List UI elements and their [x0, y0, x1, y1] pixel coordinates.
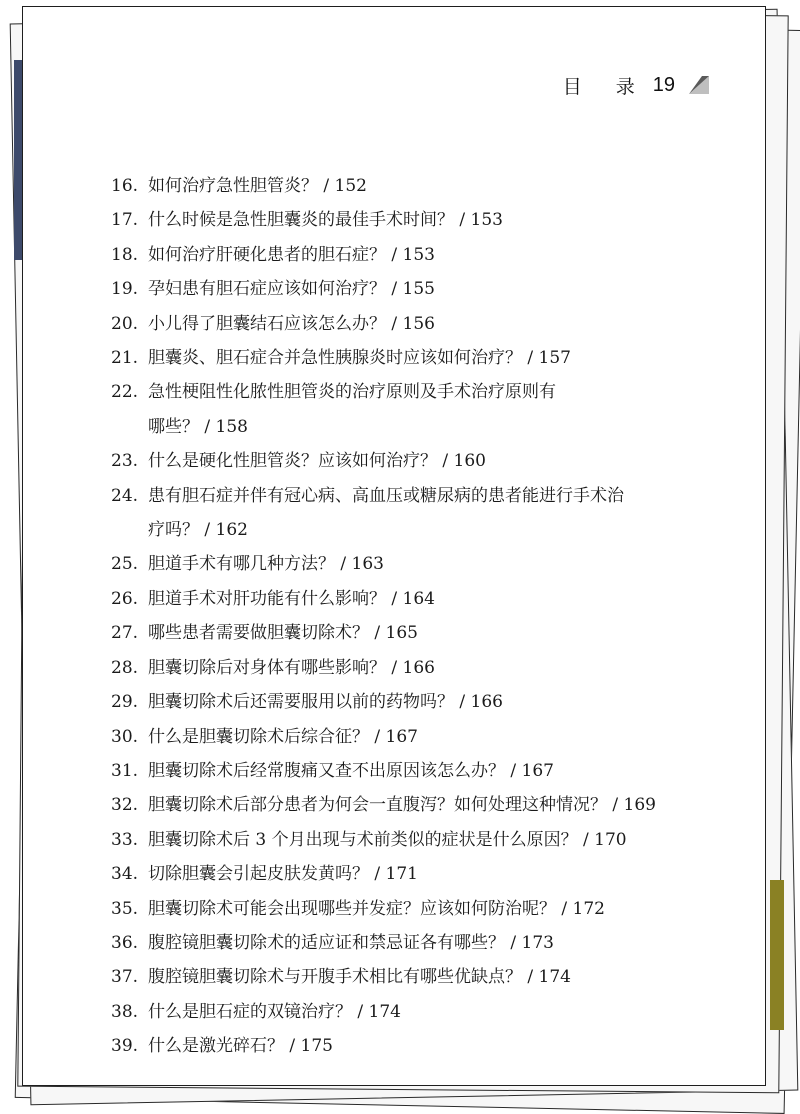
corner-triangle-icon [689, 76, 709, 94]
toc-entry-text: 急性梗阻性化脓性胆管炎的治疗原则及手术治疗原则有 [148, 382, 556, 403]
toc-entry-number: 34. [111, 864, 139, 885]
toc-entry-text: 疗吗？ / 162 [148, 520, 248, 541]
toc-entry-text: 孕妇患有胆石症应该如何治疗？ / 155 [148, 279, 435, 300]
toc-entry-text: 切除胆囊会引起皮肤发黄吗？ / 171 [148, 864, 418, 885]
toc-entry [111, 823, 731, 857]
toc-entry-number: 38. [111, 1001, 139, 1022]
toc-entry-number: 24. [111, 485, 139, 506]
toc-entry [111, 582, 731, 616]
toc-entry [111, 307, 731, 341]
toc-entry [111, 685, 731, 719]
toc-entry-text: 哪些？ / 158 [148, 416, 248, 437]
toc-entry-number: 32. [111, 795, 139, 816]
toc-entry [111, 341, 731, 375]
toc-entry [111, 754, 731, 788]
toc-entry-text: 腹腔镜胆囊切除术与开腹手术相比有哪些优缺点？ / 174 [148, 967, 571, 988]
toc-entry-text: 什么是硬化性胆管炎？应该如何治疗？ / 160 [148, 451, 486, 472]
toc-entry-text: 胆囊炎、胆石症合并急性胰腺炎时应该如何治疗？ / 157 [148, 348, 571, 369]
toc-entry-continuation [111, 513, 731, 547]
toc-entry [111, 720, 731, 754]
toc-entry-number: 30. [111, 726, 139, 747]
toc-entry-number: 25. [111, 554, 139, 575]
toc-entry [111, 926, 731, 960]
toc-entry [111, 375, 731, 409]
toc-entry-text: 什么是胆囊切除术后综合征？ / 167 [148, 726, 418, 747]
toc-entry-number: 26. [111, 588, 139, 609]
toc-entry-text: 胆囊切除术后部分患者为何会一直腹泻？如何处理这种情况？ / 169 [148, 795, 656, 816]
page-header [563, 65, 709, 105]
toc-entry [111, 960, 731, 994]
toc-entry [111, 547, 731, 581]
toc-entry-number: 20. [111, 313, 139, 334]
toc-entry [111, 169, 731, 203]
toc-entry-number: 35. [111, 898, 139, 919]
toc-entry-text: 胆囊切除术后还需要服用以前的药物吗？ / 166 [148, 692, 503, 713]
toc-entry-number: 17. [111, 210, 139, 231]
toc-entry-number: 29. [111, 692, 139, 713]
toc-entry-number: 19. [111, 279, 139, 300]
cover-stripe-right [770, 880, 784, 1030]
document-page [22, 6, 766, 1086]
toc-entry [111, 616, 731, 650]
toc-entry [111, 788, 731, 822]
header-title: 目 录 [562, 75, 649, 98]
toc-entry [111, 1029, 731, 1063]
toc-entry-number: 37. [111, 967, 139, 988]
toc-entry-text: 胆道手术有哪几种方法？ / 163 [148, 554, 384, 575]
toc-entry [111, 444, 731, 478]
toc-entry-text: 胆囊切除术后 3 个月出现与术前类似的症状是什么原因？ / 170 [148, 829, 627, 850]
toc-entry-number: 27. [111, 623, 139, 644]
toc-entry-number: 16. [111, 176, 139, 196]
table-of-contents [111, 169, 731, 1064]
toc-entry-number: 36. [111, 932, 139, 953]
toc-entry [111, 651, 731, 685]
toc-entry-number: 18. [111, 244, 139, 265]
header-page-number: 19 [652, 73, 675, 96]
toc-entry [111, 238, 731, 272]
toc-entry-text: 什么是激光碎石？ / 175 [148, 1036, 333, 1057]
toc-entry [111, 479, 731, 513]
toc-entry [111, 272, 731, 306]
toc-entry-text: 什么时候是急性胆囊炎的最佳手术时间？ / 153 [148, 210, 503, 231]
toc-entry [111, 995, 731, 1029]
toc-entry-text: 腹腔镜胆囊切除术的适应证和禁忌证各有哪些？ / 173 [148, 932, 554, 953]
toc-entry-text: 胆囊切除术可能会出现哪些并发症？应该如何防治呢？ / 172 [148, 898, 605, 919]
toc-entry-continuation [111, 410, 731, 444]
toc-entry-number: 28. [111, 657, 139, 678]
toc-entry-text: 胆囊切除后对身体有哪些影响？ / 166 [148, 657, 435, 678]
toc-entry-text: 胆囊切除术后经常腹痛又查不出原因该怎么办？ / 167 [148, 760, 554, 781]
toc-entry [111, 203, 731, 237]
toc-entry-text: 小儿得了胆囊结石应该怎么办？ / 156 [148, 313, 435, 334]
toc-entry-number: 33. [111, 829, 139, 850]
toc-entry-number: 39. [111, 1036, 139, 1057]
toc-entry-text: 哪些患者需要做胆囊切除术？ / 165 [148, 623, 418, 644]
toc-entry-text: 如何治疗肝硬化患者的胆石症？ / 153 [148, 244, 435, 265]
toc-entry-text: 胆道手术对肝功能有什么影响？ / 164 [148, 588, 435, 609]
toc-entry-number: 23. [111, 451, 139, 472]
toc-entry-number: 31. [111, 760, 139, 781]
toc-entry [111, 892, 731, 926]
toc-entry [111, 857, 731, 891]
toc-entry-number: 22. [111, 382, 139, 403]
toc-entry-number: 21. [111, 348, 139, 369]
toc-entry-text: 什么是胆石症的双镜治疗？ / 174 [148, 1001, 401, 1022]
toc-entry-text: 如何治疗急性胆管炎？ / 152 [148, 176, 367, 196]
toc-entry-text: 患有胆石症并伴有冠心病、高血压或糖尿病的患者能进行手术治 [148, 485, 624, 506]
